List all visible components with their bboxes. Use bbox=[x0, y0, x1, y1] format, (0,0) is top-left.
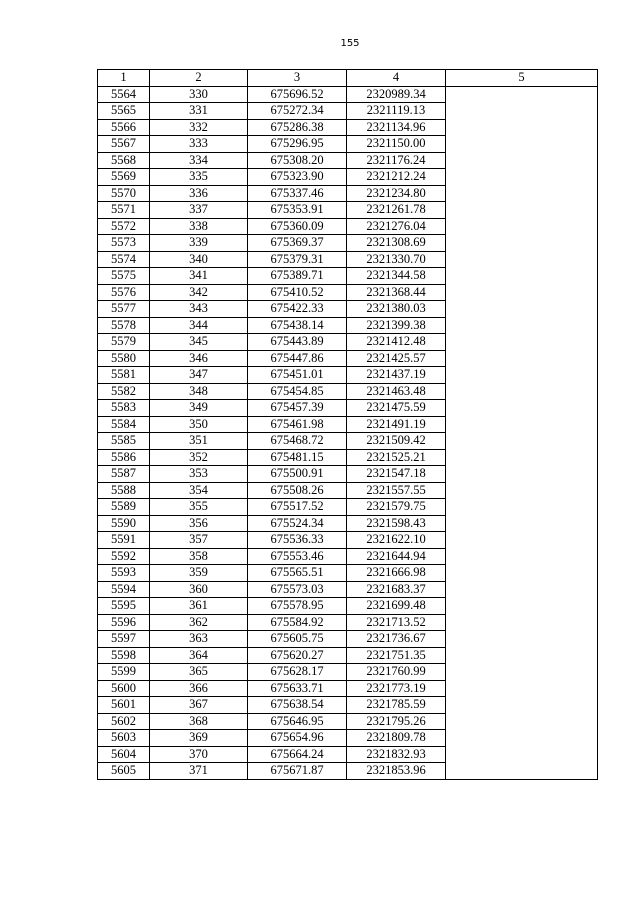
table-row bbox=[98, 86, 598, 103]
table-cell-col-4: 2321525.21 bbox=[347, 449, 446, 466]
table-cell-col-2: 344 bbox=[150, 317, 248, 334]
table-cell-col-4: 2321853.96 bbox=[347, 763, 446, 780]
table-cell-col-4: 2321622.10 bbox=[347, 532, 446, 549]
table-cell-col-1: 5577 bbox=[98, 301, 150, 318]
table-cell-col-4: 2321119.13 bbox=[347, 103, 446, 120]
table-cell-col-1: 5596 bbox=[98, 614, 150, 631]
table-cell-col-4: 2321380.03 bbox=[347, 301, 446, 318]
table-cell-col-4: 2321683.37 bbox=[347, 581, 446, 598]
table-cell-col-3: 675468.72 bbox=[248, 433, 347, 450]
table-cell-col-4: 2321234.80 bbox=[347, 185, 446, 202]
table-cell-col-3: 675481.15 bbox=[248, 449, 347, 466]
table-cell-col-1: 5570 bbox=[98, 185, 150, 202]
table-cell-col-4: 2321751.35 bbox=[347, 647, 446, 664]
table-cell-col-2: 330 bbox=[150, 86, 248, 103]
table-cell-col-1: 5601 bbox=[98, 697, 150, 714]
table-cell-col-2: 371 bbox=[150, 763, 248, 780]
table-cell-col-3: 675443.89 bbox=[248, 334, 347, 351]
table-cell-col-1: 5576 bbox=[98, 284, 150, 301]
table-cell-col-3: 675296.95 bbox=[248, 136, 347, 153]
table-cell-col-3: 675308.20 bbox=[248, 152, 347, 169]
table-cell-col-2: 366 bbox=[150, 680, 248, 697]
table-cell-col-3: 675323.90 bbox=[248, 169, 347, 186]
table-cell-col-3: 675671.87 bbox=[248, 763, 347, 780]
table-cell-col-1: 5573 bbox=[98, 235, 150, 252]
table-cell-col-2: 343 bbox=[150, 301, 248, 318]
table-cell-col-4: 2321399.38 bbox=[347, 317, 446, 334]
table-cell-col-1: 5585 bbox=[98, 433, 150, 450]
table-cell-col-3: 675369.37 bbox=[248, 235, 347, 252]
table-cell-col-4: 2321773.19 bbox=[347, 680, 446, 697]
table-cell-col-2: 370 bbox=[150, 746, 248, 763]
table-cell-col-1: 5599 bbox=[98, 664, 150, 681]
table-cell-col-2: 351 bbox=[150, 433, 248, 450]
table-cell-col-1: 5565 bbox=[98, 103, 150, 120]
table-cell-col-4: 2321598.43 bbox=[347, 515, 446, 532]
table-cell-col-3: 675565.51 bbox=[248, 565, 347, 582]
table-cell-col-4: 2321212.24 bbox=[347, 169, 446, 186]
table-cell-col-4: 2321785.59 bbox=[347, 697, 446, 714]
column-header-1: 1 bbox=[98, 70, 150, 87]
table-cell-col-1: 5593 bbox=[98, 565, 150, 582]
table-cell-col-1: 5591 bbox=[98, 532, 150, 549]
table-cell-col-3: 675508.26 bbox=[248, 482, 347, 499]
table-cell-col-4: 2321491.19 bbox=[347, 416, 446, 433]
table-cell-col-2: 359 bbox=[150, 565, 248, 582]
table-cell-col-3: 675438.14 bbox=[248, 317, 347, 334]
table-cell-col-2: 355 bbox=[150, 499, 248, 516]
table-cell-col-3: 675422.33 bbox=[248, 301, 347, 318]
table-cell-col-2: 360 bbox=[150, 581, 248, 598]
table-cell-col-4: 2321176.24 bbox=[347, 152, 446, 169]
table-cell-col-4: 2321579.75 bbox=[347, 499, 446, 516]
table-cell-col-2: 335 bbox=[150, 169, 248, 186]
table-cell-col-1: 5571 bbox=[98, 202, 150, 219]
table-cell-col-2: 346 bbox=[150, 350, 248, 367]
table-cell-col-1: 5582 bbox=[98, 383, 150, 400]
table-cell-col-1: 5587 bbox=[98, 466, 150, 483]
table-cell-col-3: 675461.98 bbox=[248, 416, 347, 433]
table-cell-col-4: 2321412.48 bbox=[347, 334, 446, 351]
table-cell-col-1: 5605 bbox=[98, 763, 150, 780]
table-cell-col-4: 2321437.19 bbox=[347, 367, 446, 384]
table-cell-col-3: 675578.95 bbox=[248, 598, 347, 615]
table-cell-col-1: 5603 bbox=[98, 730, 150, 747]
table-cell-col-2: 365 bbox=[150, 664, 248, 681]
table-cell-col-3: 675360.09 bbox=[248, 218, 347, 235]
table-cell-col-2: 333 bbox=[150, 136, 248, 153]
page-number: 155 bbox=[340, 38, 360, 49]
table-cell-col-1: 5574 bbox=[98, 251, 150, 268]
table-cell-col-3: 675696.52 bbox=[248, 86, 347, 103]
table-cell-col-2: 369 bbox=[150, 730, 248, 747]
table-cell-col-2: 364 bbox=[150, 647, 248, 664]
table-cell-col-2: 332 bbox=[150, 119, 248, 136]
table-cell-col-2: 338 bbox=[150, 218, 248, 235]
table-cell-col-3: 675633.71 bbox=[248, 680, 347, 697]
table-cell-col-2: 358 bbox=[150, 548, 248, 565]
table-cell-col-3: 675605.75 bbox=[248, 631, 347, 648]
table-cell-col-1: 5579 bbox=[98, 334, 150, 351]
table-cell-col-3: 675457.39 bbox=[248, 400, 347, 417]
table-cell-col-3: 675447.86 bbox=[248, 350, 347, 367]
table-cell-col-2: 367 bbox=[150, 697, 248, 714]
table-cell-col-2: 347 bbox=[150, 367, 248, 384]
table-cell-col-3: 675628.17 bbox=[248, 664, 347, 681]
table-cell-col-2: 340 bbox=[150, 251, 248, 268]
table-cell-col-3: 675536.33 bbox=[248, 532, 347, 549]
table-cell-col-2: 337 bbox=[150, 202, 248, 219]
table-cell-col-3: 675573.03 bbox=[248, 581, 347, 598]
table-cell-col-2: 356 bbox=[150, 515, 248, 532]
column-header-2: 2 bbox=[150, 70, 248, 87]
table-cell-col-2: 362 bbox=[150, 614, 248, 631]
table-cell-col-1: 5569 bbox=[98, 169, 150, 186]
table-cell-col-4: 2321134.96 bbox=[347, 119, 446, 136]
table-cell-col-4: 2321547.18 bbox=[347, 466, 446, 483]
table-cell-col-1: 5604 bbox=[98, 746, 150, 763]
table-cell-col-1: 5584 bbox=[98, 416, 150, 433]
table-cell-col-4: 2321150.00 bbox=[347, 136, 446, 153]
table-cell-col-3: 675454.85 bbox=[248, 383, 347, 400]
table-cell-col-3: 675410.52 bbox=[248, 284, 347, 301]
table-cell-col-4: 2321644.94 bbox=[347, 548, 446, 565]
column-header-5: 5 bbox=[446, 70, 598, 87]
table-cell-col-1: 5600 bbox=[98, 680, 150, 697]
table-cell-col-1: 5590 bbox=[98, 515, 150, 532]
table-cell-col-2: 352 bbox=[150, 449, 248, 466]
table-cell-col-3: 675337.46 bbox=[248, 185, 347, 202]
table-cell-col-2: 339 bbox=[150, 235, 248, 252]
table-cell-col-4: 2320989.34 bbox=[347, 86, 446, 103]
table-header-row bbox=[98, 70, 598, 87]
table-cell-col-1: 5578 bbox=[98, 317, 150, 334]
table-cell-col-3: 675517.52 bbox=[248, 499, 347, 516]
table-cell-col-4: 2321557.55 bbox=[347, 482, 446, 499]
table-cell-col-4: 2321475.59 bbox=[347, 400, 446, 417]
table-cell-col-1: 5598 bbox=[98, 647, 150, 664]
table-cell-col-4: 2321330.70 bbox=[347, 251, 446, 268]
table-cell-col-4: 2321344.58 bbox=[347, 268, 446, 285]
table-cell-col-2: 348 bbox=[150, 383, 248, 400]
table-cell-col-1: 5566 bbox=[98, 119, 150, 136]
table-cell-col-4: 2321261.78 bbox=[347, 202, 446, 219]
table-cell-col-5 bbox=[446, 86, 598, 779]
table-cell-col-4: 2321276.04 bbox=[347, 218, 446, 235]
table-cell-col-2: 331 bbox=[150, 103, 248, 120]
table-cell-col-1: 5594 bbox=[98, 581, 150, 598]
table-cell-col-1: 5583 bbox=[98, 400, 150, 417]
coordinates-table bbox=[97, 69, 598, 780]
table-cell-col-2: 336 bbox=[150, 185, 248, 202]
table-cell-col-4: 2321713.52 bbox=[347, 614, 446, 631]
table-cell-col-3: 675646.95 bbox=[248, 713, 347, 730]
table-cell-col-3: 675664.24 bbox=[248, 746, 347, 763]
table-cell-col-1: 5597 bbox=[98, 631, 150, 648]
table-cell-col-1: 5586 bbox=[98, 449, 150, 466]
table-cell-col-1: 5602 bbox=[98, 713, 150, 730]
table-cell-col-2: 342 bbox=[150, 284, 248, 301]
table-cell-col-2: 363 bbox=[150, 631, 248, 648]
table-cell-col-2: 334 bbox=[150, 152, 248, 169]
table-cell-col-4: 2321736.67 bbox=[347, 631, 446, 648]
table-cell-col-2: 341 bbox=[150, 268, 248, 285]
table-cell-col-3: 675286.38 bbox=[248, 119, 347, 136]
table-cell-col-1: 5568 bbox=[98, 152, 150, 169]
table-cell-col-4: 2321509.42 bbox=[347, 433, 446, 450]
table-cell-col-3: 675389.71 bbox=[248, 268, 347, 285]
table-cell-col-1: 5575 bbox=[98, 268, 150, 285]
table-cell-col-4: 2321463.48 bbox=[347, 383, 446, 400]
table-cell-col-1: 5572 bbox=[98, 218, 150, 235]
table-cell-col-1: 5567 bbox=[98, 136, 150, 153]
table-cell-col-2: 354 bbox=[150, 482, 248, 499]
table-cell-col-1: 5581 bbox=[98, 367, 150, 384]
table-cell-col-1: 5564 bbox=[98, 86, 150, 103]
table-cell-col-2: 350 bbox=[150, 416, 248, 433]
table-cell-col-3: 675553.46 bbox=[248, 548, 347, 565]
table-cell-col-3: 675524.34 bbox=[248, 515, 347, 532]
table-cell-col-3: 675638.54 bbox=[248, 697, 347, 714]
table-cell-col-2: 368 bbox=[150, 713, 248, 730]
table-cell-col-3: 675620.27 bbox=[248, 647, 347, 664]
table-cell-col-3: 675353.91 bbox=[248, 202, 347, 219]
table-cell-col-4: 2321368.44 bbox=[347, 284, 446, 301]
table-cell-col-4: 2321795.26 bbox=[347, 713, 446, 730]
table-cell-col-4: 2321666.98 bbox=[347, 565, 446, 582]
table-cell-col-2: 357 bbox=[150, 532, 248, 549]
table-cell-col-1: 5588 bbox=[98, 482, 150, 499]
table-cell-col-3: 675584.92 bbox=[248, 614, 347, 631]
table-cell-col-4: 2321760.99 bbox=[347, 664, 446, 681]
table-cell-col-4: 2321308.69 bbox=[347, 235, 446, 252]
table-body bbox=[98, 86, 598, 779]
table-cell-col-3: 675379.31 bbox=[248, 251, 347, 268]
table-cell-col-3: 675272.34 bbox=[248, 103, 347, 120]
table-cell-col-4: 2321425.57 bbox=[347, 350, 446, 367]
column-header-3: 3 bbox=[248, 70, 347, 87]
column-header-4: 4 bbox=[347, 70, 446, 87]
table-cell-col-4: 2321832.93 bbox=[347, 746, 446, 763]
table-cell-col-4: 2321809.78 bbox=[347, 730, 446, 747]
table-cell-col-4: 2321699.48 bbox=[347, 598, 446, 615]
table-cell-col-3: 675654.96 bbox=[248, 730, 347, 747]
table-cell-col-1: 5589 bbox=[98, 499, 150, 516]
table-cell-col-3: 675451.01 bbox=[248, 367, 347, 384]
table-cell-col-2: 361 bbox=[150, 598, 248, 615]
table-cell-col-2: 345 bbox=[150, 334, 248, 351]
table-cell-col-1: 5580 bbox=[98, 350, 150, 367]
table-cell-col-3: 675500.91 bbox=[248, 466, 347, 483]
table-cell-col-2: 353 bbox=[150, 466, 248, 483]
table-cell-col-1: 5592 bbox=[98, 548, 150, 565]
table-cell-col-1: 5595 bbox=[98, 598, 150, 615]
table-cell-col-2: 349 bbox=[150, 400, 248, 417]
